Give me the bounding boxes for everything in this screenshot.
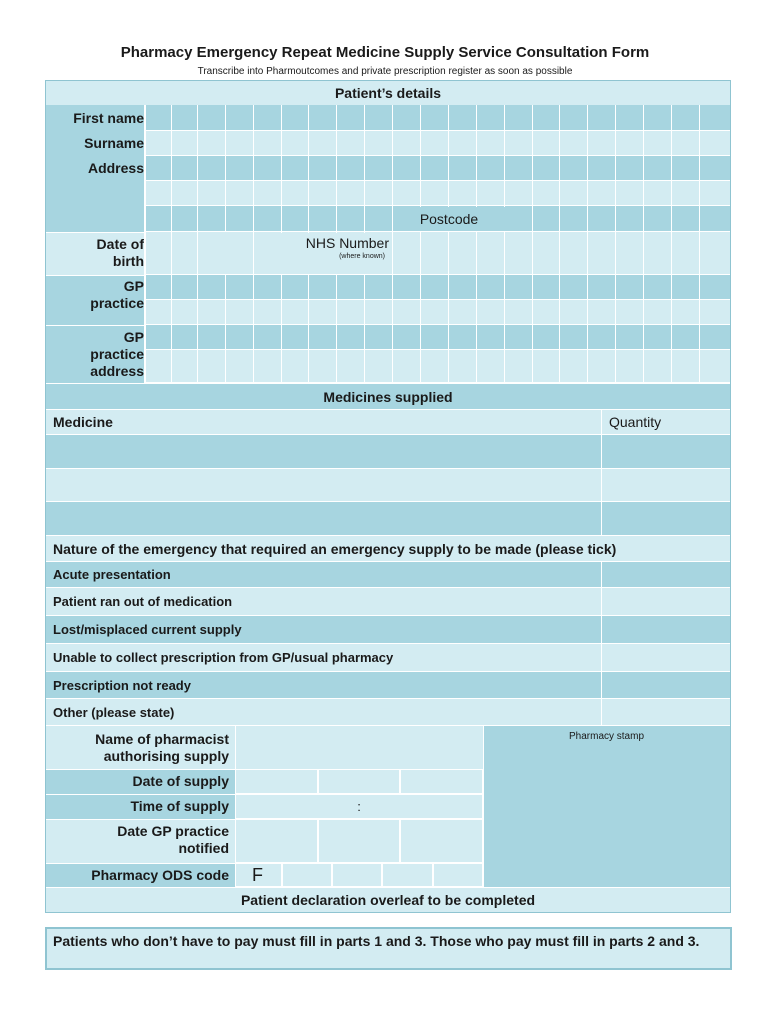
char-box[interactable] [197, 275, 225, 300]
char-box[interactable] [504, 206, 532, 232]
char-box[interactable] [699, 181, 730, 206]
char-box[interactable] [615, 300, 643, 325]
char-box[interactable] [197, 206, 225, 232]
char-box[interactable] [253, 275, 281, 300]
form-title: Pharmacy Emergency Repeat Medicine Supply Service Consultation Form [120, 44, 650, 61]
char-box[interactable] [699, 131, 730, 156]
char-box[interactable] [448, 232, 476, 275]
char-box[interactable] [476, 105, 504, 131]
char-box[interactable] [364, 275, 392, 300]
quantity-row-2[interactable] [601, 468, 730, 501]
char-box[interactable] [171, 325, 197, 350]
char-box[interactable] [253, 105, 281, 131]
char-box[interactable] [253, 181, 281, 206]
surname-boxes[interactable] [145, 131, 730, 156]
char-box[interactable] [671, 275, 699, 300]
char-box[interactable] [336, 156, 364, 181]
pharmacy-stamp-area[interactable] [483, 725, 730, 887]
char-box[interactable] [336, 131, 364, 156]
char-box[interactable] [225, 350, 253, 383]
char-box[interactable] [643, 181, 671, 206]
char-box[interactable] [364, 325, 392, 350]
char-box[interactable] [559, 300, 587, 325]
declaration-text: Patient declaration overleaf to be completed [46, 887, 730, 912]
gp-notified-day[interactable] [235, 819, 318, 863]
char-box[interactable] [281, 105, 308, 131]
ods-code-box-2[interactable] [282, 863, 332, 887]
char-box[interactable] [364, 181, 392, 206]
char-box[interactable] [476, 350, 504, 383]
address-boxes-1[interactable] [145, 156, 730, 181]
date-of-supply-month[interactable] [318, 769, 400, 794]
char-box[interactable] [308, 300, 336, 325]
char-box[interactable] [448, 131, 476, 156]
char-box[interactable] [699, 206, 730, 232]
nhs-number-label: NHS Number [305, 235, 389, 251]
char-box[interactable] [336, 350, 364, 383]
char-box[interactable] [253, 131, 281, 156]
char-box[interactable] [699, 350, 730, 383]
emergency-tick-box[interactable] [601, 643, 730, 671]
char-box[interactable] [671, 350, 699, 383]
char-box[interactable] [448, 105, 476, 131]
medicines-heading: Medicines supplied [46, 383, 730, 409]
char-box[interactable] [671, 206, 699, 232]
char-box[interactable] [145, 325, 171, 350]
char-box[interactable] [364, 350, 392, 383]
dob-boxes[interactable] [145, 232, 730, 275]
char-box[interactable] [225, 131, 253, 156]
first-name-boxes[interactable] [145, 105, 730, 131]
char-box[interactable] [699, 325, 730, 350]
gp-notified-year[interactable] [400, 819, 483, 863]
pharmacist-label: Name of pharmacist authorising supply [95, 731, 229, 764]
form-subtitle: Transcribe into Pharmoutcomes and private prescription register as soon as possible [197, 66, 573, 77]
char-box[interactable] [699, 300, 730, 325]
char-box[interactable] [615, 156, 643, 181]
medicine-row-3[interactable] [46, 501, 601, 535]
char-box[interactable] [225, 325, 253, 350]
char-box[interactable] [559, 131, 587, 156]
char-box[interactable] [559, 181, 587, 206]
char-box[interactable] [171, 350, 197, 383]
char-box[interactable] [145, 156, 171, 181]
date-of-supply-year[interactable] [400, 769, 483, 794]
postcode-label: Postcode [419, 211, 479, 227]
char-box[interactable] [504, 275, 532, 300]
quantity-row-3[interactable] [601, 501, 730, 535]
char-box[interactable] [615, 275, 643, 300]
char-box[interactable] [532, 181, 559, 206]
char-box[interactable] [420, 181, 448, 206]
char-box[interactable] [420, 232, 448, 275]
char-box[interactable] [587, 300, 615, 325]
char-box[interactable] [145, 300, 171, 325]
emergency-option: Other (please state) [46, 698, 601, 725]
char-box[interactable] [364, 131, 392, 156]
char-box[interactable] [253, 300, 281, 325]
char-box[interactable] [587, 325, 615, 350]
char-box[interactable] [448, 156, 476, 181]
emergency-option: Acute presentation [46, 561, 601, 587]
char-box[interactable] [197, 105, 225, 131]
char-box[interactable] [392, 232, 420, 275]
char-box[interactable] [281, 325, 308, 350]
char-box[interactable] [308, 275, 336, 300]
address-boxes-2[interactable] [145, 181, 730, 206]
gp-practice-boxes-1[interactable] [145, 275, 730, 300]
char-box[interactable] [587, 105, 615, 131]
char-box[interactable] [281, 131, 308, 156]
char-box[interactable] [336, 181, 364, 206]
first-name-label: First name [73, 110, 144, 126]
char-box[interactable] [197, 325, 225, 350]
ods-code-box-1[interactable]: F [235, 863, 282, 887]
char-box[interactable] [504, 325, 532, 350]
quantity-column-header: Quantity [601, 409, 730, 434]
char-box[interactable] [476, 131, 504, 156]
gp-address-label: GP practice address [90, 329, 144, 379]
char-box[interactable] [643, 105, 671, 131]
char-box[interactable] [171, 131, 197, 156]
char-box[interactable] [448, 350, 476, 383]
char-box[interactable] [587, 156, 615, 181]
char-box[interactable] [448, 300, 476, 325]
gp-address-boxes-1[interactable] [145, 325, 730, 350]
char-box[interactable] [504, 300, 532, 325]
char-box[interactable] [420, 105, 448, 131]
emergency-tick-box[interactable] [601, 561, 730, 587]
char-box[interactable] [392, 300, 420, 325]
surname-label: Surname [84, 135, 144, 151]
emergency-tick-box[interactable] [601, 671, 730, 698]
char-box[interactable] [392, 275, 420, 300]
gp-practice-boxes-2[interactable] [145, 300, 730, 325]
char-box[interactable] [145, 206, 171, 232]
char-box[interactable] [392, 350, 420, 383]
char-box[interactable] [225, 206, 253, 232]
char-box[interactable] [559, 325, 587, 350]
ods-code-box-5[interactable] [433, 863, 483, 887]
char-box[interactable] [476, 156, 504, 181]
char-box[interactable] [587, 232, 615, 275]
consultation-form [45, 80, 731, 913]
char-box[interactable] [699, 105, 730, 131]
char-box[interactable] [171, 275, 197, 300]
char-box[interactable] [587, 131, 615, 156]
char-box[interactable] [336, 206, 364, 232]
char-box[interactable] [308, 325, 336, 350]
char-box[interactable] [308, 156, 336, 181]
char-box[interactable] [532, 232, 559, 275]
medicine-row-2[interactable] [46, 468, 601, 501]
char-box[interactable] [336, 105, 364, 131]
char-box[interactable] [615, 181, 643, 206]
nhs-number-note: (where known) [339, 253, 385, 260]
char-box[interactable] [587, 350, 615, 383]
emergency-option: Lost/misplaced current supply [46, 615, 601, 643]
char-box[interactable] [615, 232, 643, 275]
char-box[interactable] [145, 105, 171, 131]
char-box[interactable] [281, 300, 308, 325]
char-box[interactable] [559, 275, 587, 300]
char-box[interactable] [643, 131, 671, 156]
char-box[interactable] [587, 275, 615, 300]
char-box[interactable] [671, 232, 699, 275]
char-box[interactable] [532, 206, 559, 232]
char-box[interactable] [281, 156, 308, 181]
char-box[interactable] [699, 275, 730, 300]
dob-label: Date of birth [96, 236, 144, 269]
emergency-option: Patient ran out of medication [46, 587, 601, 615]
char-box[interactable] [308, 181, 336, 206]
char-box[interactable] [476, 325, 504, 350]
char-box[interactable] [559, 206, 587, 232]
char-box[interactable] [392, 156, 420, 181]
char-box[interactable] [392, 131, 420, 156]
char-box[interactable] [420, 325, 448, 350]
char-box[interactable] [671, 131, 699, 156]
char-box[interactable] [197, 131, 225, 156]
emergency-tick-box[interactable] [601, 615, 730, 643]
char-box[interactable] [308, 350, 336, 383]
char-box[interactable] [308, 131, 336, 156]
char-box[interactable] [532, 350, 559, 383]
char-box[interactable] [587, 206, 615, 232]
patient-details-heading: Patient’s details [46, 81, 730, 105]
char-box[interactable] [197, 300, 225, 325]
medicine-column-header: Medicine [46, 409, 601, 434]
char-box[interactable] [171, 105, 197, 131]
char-box[interactable] [171, 181, 197, 206]
char-box[interactable] [420, 350, 448, 383]
char-box[interactable] [699, 232, 730, 275]
char-box[interactable] [336, 300, 364, 325]
payment-note: Patients who don’t have to pay must fill in parts 1 and 3. Those who pay must fill in parts 2 and 3. [45, 927, 732, 970]
char-box[interactable] [420, 131, 448, 156]
char-box[interactable] [171, 156, 197, 181]
char-box[interactable] [476, 300, 504, 325]
gp-address-boxes-2[interactable] [145, 350, 730, 383]
char-box[interactable] [504, 156, 532, 181]
char-box[interactable] [308, 206, 336, 232]
char-box[interactable] [392, 325, 420, 350]
char-box[interactable] [420, 275, 448, 300]
char-box[interactable] [615, 131, 643, 156]
char-box[interactable] [699, 156, 730, 181]
char-box[interactable] [476, 275, 504, 300]
char-box[interactable] [671, 325, 699, 350]
ods-code-label: Pharmacy ODS code [91, 867, 229, 883]
emergency-tick-box[interactable] [601, 587, 730, 615]
char-box[interactable] [587, 181, 615, 206]
char-box[interactable] [559, 350, 587, 383]
char-box[interactable] [197, 350, 225, 383]
char-box[interactable] [225, 181, 253, 206]
char-box[interactable] [281, 275, 308, 300]
char-box[interactable] [504, 350, 532, 383]
char-box[interactable] [476, 181, 504, 206]
ods-code-box-4[interactable] [382, 863, 433, 887]
char-box[interactable] [364, 206, 392, 232]
char-box[interactable] [643, 300, 671, 325]
char-box[interactable] [145, 131, 171, 156]
char-box[interactable] [615, 350, 643, 383]
char-box[interactable] [532, 131, 559, 156]
char-box[interactable] [615, 105, 643, 131]
char-box[interactable] [145, 275, 171, 300]
char-box[interactable] [671, 181, 699, 206]
emergency-heading: Nature of the emergency that required an emergency supply to be made (please tick) [46, 535, 730, 561]
char-box[interactable] [448, 181, 476, 206]
char-box[interactable] [448, 325, 476, 350]
pharmacy-stamp-label: Pharmacy stamp [568, 731, 645, 742]
char-box[interactable] [171, 300, 197, 325]
char-box[interactable] [532, 275, 559, 300]
char-box[interactable] [145, 181, 171, 206]
medicine-row-1[interactable] [46, 434, 601, 468]
quantity-row-1[interactable] [601, 434, 730, 468]
char-box[interactable] [643, 350, 671, 383]
char-box[interactable] [643, 275, 671, 300]
char-box[interactable] [532, 300, 559, 325]
char-box[interactable] [643, 325, 671, 350]
char-box[interactable] [171, 206, 197, 232]
char-box[interactable] [364, 105, 392, 131]
char-box[interactable] [281, 350, 308, 383]
char-box[interactable] [225, 156, 253, 181]
char-box[interactable] [448, 275, 476, 300]
char-box[interactable] [671, 156, 699, 181]
char-box[interactable] [420, 300, 448, 325]
gp-notified-label: Date GP practice notified [117, 823, 229, 856]
char-box[interactable] [643, 156, 671, 181]
ods-code-box-3[interactable] [332, 863, 382, 887]
char-box[interactable] [532, 156, 559, 181]
date-of-supply-day[interactable] [235, 769, 318, 794]
char-box[interactable] [364, 156, 392, 181]
char-box[interactable] [671, 300, 699, 325]
char-box[interactable] [532, 325, 559, 350]
char-box[interactable] [253, 325, 281, 350]
char-box[interactable] [336, 275, 364, 300]
char-box[interactable] [559, 105, 587, 131]
char-box[interactable] [171, 232, 197, 275]
char-box[interactable] [281, 206, 308, 232]
char-box[interactable] [504, 181, 532, 206]
char-box[interactable] [253, 350, 281, 383]
gp-notified-month[interactable] [318, 819, 400, 863]
date-of-supply-label: Date of supply [132, 773, 229, 789]
gp-practice-label: GP practice [90, 278, 144, 311]
char-box[interactable] [145, 350, 171, 383]
char-box[interactable] [281, 181, 308, 206]
char-box[interactable] [364, 300, 392, 325]
emergency-option: Prescription not ready [46, 671, 601, 698]
char-box[interactable] [225, 232, 253, 275]
char-box[interactable] [197, 232, 225, 275]
char-box[interactable] [392, 105, 420, 131]
char-box[interactable] [559, 156, 587, 181]
char-box[interactable] [253, 206, 281, 232]
char-box[interactable] [532, 105, 559, 131]
char-box[interactable] [308, 105, 336, 131]
char-box[interactable] [225, 275, 253, 300]
char-box[interactable] [225, 105, 253, 131]
char-box[interactable] [615, 325, 643, 350]
char-box[interactable] [504, 232, 532, 275]
time-of-supply-field[interactable]: : [235, 794, 483, 819]
char-box[interactable] [225, 300, 253, 325]
char-box[interactable] [253, 156, 281, 181]
char-box[interactable] [643, 232, 671, 275]
char-box[interactable] [476, 232, 504, 275]
char-box[interactable] [392, 181, 420, 206]
address-label: Address [87, 160, 144, 176]
char-box[interactable] [197, 181, 225, 206]
pharmacist-name-field[interactable] [235, 726, 483, 769]
char-box[interactable] [336, 325, 364, 350]
char-box[interactable] [615, 206, 643, 232]
emergency-option: Unable to collect prescription from GP/usual pharmacy [46, 643, 601, 671]
char-box[interactable] [643, 206, 671, 232]
char-box[interactable] [504, 131, 532, 156]
char-box[interactable] [145, 232, 171, 275]
time-of-supply-label: Time of supply [130, 798, 229, 814]
char-box[interactable] [420, 156, 448, 181]
char-box[interactable] [504, 105, 532, 131]
emergency-tick-box[interactable] [601, 698, 730, 725]
char-box[interactable] [197, 156, 225, 181]
char-box[interactable] [671, 105, 699, 131]
char-box[interactable] [559, 232, 587, 275]
